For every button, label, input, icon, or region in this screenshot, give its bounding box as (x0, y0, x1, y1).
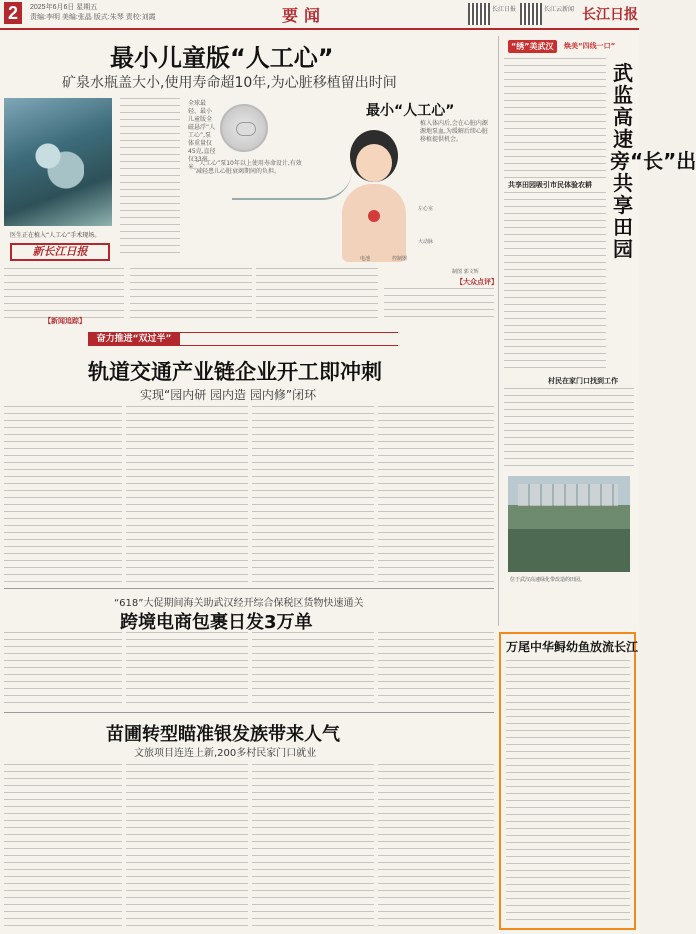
boxed-article-title: 万尾中华鲟幼鱼放流长江 (506, 640, 639, 654)
qr-label-1: 长江日报 (492, 7, 517, 13)
text-column (126, 764, 248, 930)
text-column (504, 388, 634, 472)
column-logo: 新长江日报 (10, 243, 110, 261)
text-column (506, 660, 630, 924)
label-battery: 电池 (360, 256, 371, 262)
text-column (126, 406, 248, 584)
device-cable (232, 170, 352, 200)
tag-label-a: “绣”美武汉 (508, 40, 557, 53)
banner-label: 奋力推进“双过半” (88, 332, 180, 346)
article2-subtitle: 实现“园内研 园内造 园内修”闭环 (140, 388, 317, 402)
qr-code-icon[interactable] (468, 3, 490, 25)
label-left-ventricle: 左心室 (418, 206, 434, 212)
text-column (4, 764, 122, 930)
text-column (130, 268, 252, 320)
vertical-headline: 武监高速旁“长”出共享田园 (610, 61, 696, 261)
text-column (4, 268, 124, 320)
section-label-public: 【大众点评】 (456, 278, 498, 286)
text-column (504, 58, 606, 178)
section-label-reporter: 【新闻追踪】 (44, 317, 86, 325)
tag-label-b: 焕美“四线一口” (564, 42, 616, 50)
article3-kicker: “618”大促期间海关助武汉经开综合保税区货物快速通关 (114, 598, 364, 609)
text-column (252, 406, 374, 584)
qr-code-icon[interactable] (520, 3, 542, 25)
article4-subtitle: 文旅项目连连上新,200多村民家门口就业 (134, 748, 317, 759)
article4-title: 苗圃转型瞄准银发族带来人气 (106, 724, 340, 745)
heart-icon (368, 210, 380, 222)
device-lifespan-note: “人工心”泵10年以上使用寿命设计,有效减轻患儿心脏衰竭期间的负担。 (196, 160, 302, 175)
article2-title: 轨道交通产业链企业开工即冲刺 (88, 360, 382, 384)
photo-caption: 医生正在植入“人工心”手术现场。 (10, 232, 101, 239)
page-number: 2 (4, 2, 22, 24)
qr-label-2: 长江云新闻 (544, 7, 575, 13)
label-controller: 控制器 (392, 256, 408, 262)
label-aorta: 大动脉 (418, 239, 434, 245)
child-illustration (336, 130, 412, 262)
field-photo-caption: 位于武汉高速绿化带改造的田园。 (510, 577, 586, 583)
text-column (4, 406, 122, 584)
column-tag (508, 40, 628, 54)
text-column (256, 268, 378, 320)
text-column (4, 632, 122, 708)
illustration-credit: 制图 郭文辉 (452, 269, 479, 275)
pump-rotor-icon (236, 122, 256, 136)
text-column (252, 632, 374, 708)
text-column (126, 632, 248, 708)
body-shape (342, 184, 406, 262)
theme-banner (88, 332, 398, 346)
text-column (378, 632, 494, 708)
date-text: 2025年6月6日 星期五 (30, 4, 98, 11)
date-line (30, 3, 170, 23)
text-column (378, 406, 494, 584)
text-column (504, 192, 606, 372)
newspaper-logo: 长江日报 (582, 7, 638, 23)
right-subhead-1: 共享田园吸引市民体验农耕 (508, 181, 592, 189)
text-column (378, 764, 494, 930)
page-header (0, 0, 639, 30)
device-note: 全球最轻、最小儿童版全磁悬浮“人工心”,泵体重量仅45克,直径仅33毫米。 (188, 100, 216, 171)
text-column (252, 764, 374, 930)
field-photo (508, 476, 630, 572)
column-divider (498, 36, 499, 626)
section-title: 要闻 (282, 6, 327, 25)
article-divider (4, 588, 494, 589)
right-subhead-2: 村民在家门口找到工作 (548, 377, 618, 385)
text-column (384, 288, 494, 320)
article3-title: 跨境电商包裹日发3万单 (120, 612, 313, 633)
infographic-label: 最小“人工心” (366, 103, 455, 119)
face-shape (356, 144, 392, 182)
surgery-photo (4, 98, 112, 226)
text-column (120, 98, 180, 258)
implant-note: 植入体内后,会在心脏内源源地泵血,为缓解后续心脏移植提供机会。 (420, 120, 488, 143)
top-article-title: 最小儿童版“人工心” (110, 44, 334, 72)
article-divider (4, 712, 494, 713)
top-article-subtitle: 矿泉水瓶盖大小,使用寿命超10年,为心脏移植留出时间 (62, 75, 397, 91)
editors-text: 责编:李明 美编:张晶 版式:朱琴 责校:刘霞 (30, 14, 156, 21)
